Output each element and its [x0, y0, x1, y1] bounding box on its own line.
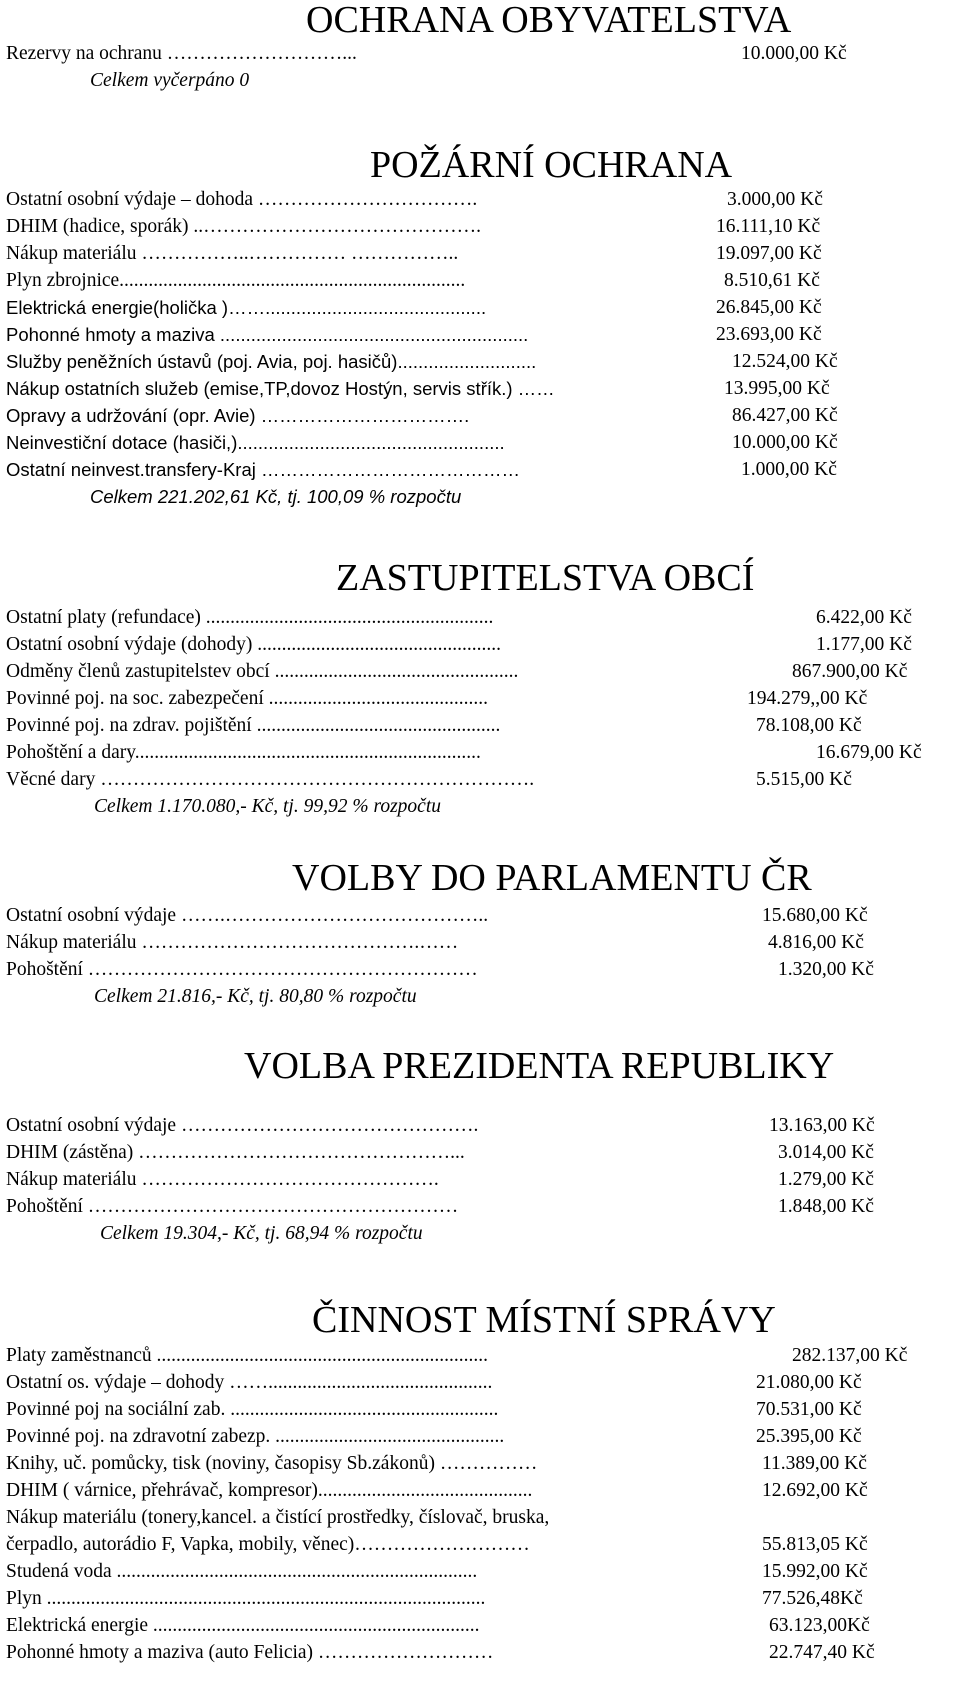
- row-amount: 15.680,00 Kč: [762, 905, 868, 926]
- row-amount: 867.900,00 Kč: [792, 661, 908, 682]
- row-amount: 77.526,48Kč: [762, 1588, 863, 1609]
- row-amount: 13.163,00 Kč: [769, 1115, 875, 1136]
- section-title-pozarni: POŽÁRNÍ OCHRANA: [370, 144, 733, 186]
- row-label: Pohonné hmoty a maziva (auto Felicia) ………………………: [6, 1642, 494, 1663]
- row-amount: 13.995,00 Kč: [724, 378, 830, 399]
- row-label: Neinvestiční dotace (hasiči,)....................................................: [6, 432, 505, 453]
- row-amount: 63.123,00Kč: [769, 1615, 870, 1636]
- row-amount: 1.848,00 Kč: [778, 1196, 874, 1217]
- row-label: čerpadlo, autorádio F, Vapka, mobily, věnec)………………………: [6, 1534, 530, 1555]
- row-amount: 10.000,00 Kč: [741, 43, 847, 64]
- row-label: Pohoštění …………………………………………………: [6, 1196, 459, 1217]
- row-label: Nákup materiálu (tonery,kancel. a čistící prostředky, číslovač, bruska,: [6, 1507, 550, 1528]
- row-label: Nákup materiálu …………………………………….……: [6, 932, 459, 953]
- row-label: Věcné dary ………………………………………………………….: [6, 769, 535, 790]
- row-label: DHIM (zástěna) …………………………………………...: [6, 1142, 465, 1163]
- row-label: Elektrická energie(holička )……...........................................: [6, 297, 487, 318]
- row-amount: 22.747,40 Kč: [769, 1642, 875, 1663]
- row-label: Elektrická energie ...................................................................: [6, 1615, 480, 1636]
- row-label: Pohonné hmoty a maziva ............................................................: [6, 324, 529, 345]
- row-label: Opravy a udržování (opr. Avie) …………………………….: [6, 405, 470, 426]
- row-label: Nákup materiálu ……………..…………… ……………..: [6, 243, 459, 264]
- row-label: Ostatní osobní výdaje ……………………………………….: [6, 1115, 479, 1136]
- row-amount: 70.531,00 Kč: [756, 1399, 862, 1420]
- section-total-volby-parlament: Celkem 21.816,- Kč, tj. 80,80 % rozpočtu: [94, 986, 417, 1007]
- row-amount: 10.000,00 Kč: [732, 432, 838, 453]
- section-total-zastupitelstva: Celkem 1.170.080,- Kč, tj. 99,92 % rozpočtu: [94, 796, 441, 817]
- row-label: Rezervy na ochranu ………………………...: [6, 43, 357, 64]
- row-label: Platy zaměstnanců ....................................................................: [6, 1345, 489, 1366]
- row-amount: 26.845,00 Kč: [716, 297, 822, 318]
- row-amount: 1.320,00 Kč: [778, 959, 874, 980]
- row-label: Nákup materiálu ……………………………………….: [6, 1169, 439, 1190]
- section-title-ochrana: OCHRANA OBYVATELSTVA: [306, 0, 792, 41]
- row-amount: 86.427,00 Kč: [732, 405, 838, 426]
- section-title-cinnost: ČINNOST MÍSTNÍ SPRÁVY: [312, 1299, 776, 1341]
- section-total-ochrana: Celkem vyčerpáno 0: [90, 70, 250, 91]
- row-label: Ostatní osobní výdaje – dohoda …………………………….: [6, 189, 478, 210]
- row-amount: 3.014,00 Kč: [778, 1142, 874, 1163]
- row-label: Pohoštění ……………………………………………………: [6, 959, 478, 980]
- row-label: Studená voda ..........................................................................: [6, 1561, 478, 1582]
- row-amount: 16.111,10 Kč: [716, 216, 821, 237]
- section-title-volba-prezidenta: VOLBA PREZIDENTA REPUBLIKY: [244, 1045, 835, 1087]
- row-amount: 16.679,00 Kč: [816, 742, 922, 763]
- row-amount: 12.524,00 Kč: [732, 351, 838, 372]
- section-title-volby-parlament: VOLBY DO PARLAMENTU ČR: [292, 857, 812, 899]
- row-label: Povinné poj na sociální zab. .......................................................: [6, 1399, 499, 1420]
- row-amount: 194.279,,00 Kč: [747, 688, 868, 709]
- row-label: Plyn ..........................................................................................: [6, 1588, 486, 1609]
- row-label: Knihy, uč. pomůcky, tisk (noviny, časopisy Sb.zákonů) ……………: [6, 1453, 538, 1474]
- row-label: Ostatní neinvest.transfery-Kraj ……………………………………: [6, 459, 520, 480]
- row-amount: 282.137,00 Kč: [792, 1345, 908, 1366]
- row-amount: 12.692,00 Kč: [762, 1480, 868, 1501]
- row-label: Ostatní osobní výdaje (dohody) ..................................................: [6, 634, 502, 655]
- row-amount: 19.097,00 Kč: [716, 243, 822, 264]
- row-label: Nákup ostatních služeb (emise,TP,dovoz Hostýn, servis střík.) ……: [6, 378, 555, 399]
- row-label: Pohoštění a dary.......................................................................: [6, 742, 481, 763]
- row-label: Ostatní os. výdaje – dohody ……..............................................: [6, 1372, 493, 1393]
- row-amount: 25.395,00 Kč: [756, 1426, 862, 1447]
- row-amount: 6.422,00 Kč: [816, 607, 912, 628]
- row-amount: 1.177,00 Kč: [816, 634, 912, 655]
- row-amount: 4.816,00 Kč: [768, 932, 864, 953]
- row-label: DHIM (hadice, sporák) ..…………………………………….: [6, 216, 481, 237]
- row-amount: 23.693,00 Kč: [716, 324, 822, 345]
- row-amount: 78.108,00 Kč: [756, 715, 862, 736]
- section-total-volba-prezidenta: Celkem 19.304,- Kč, tj. 68,94 % rozpočtu: [100, 1223, 423, 1244]
- row-label: Odměny členů zastupitelstev obcí ..................................................: [6, 661, 519, 682]
- row-amount: 21.080,00 Kč: [756, 1372, 862, 1393]
- row-label: Povinné poj. na zdravotní zabezp. ...............................................: [6, 1426, 505, 1447]
- section-total-pozarni: Celkem 221.202,61 Kč, tj. 100,09 % rozpočtu: [90, 486, 462, 507]
- row-amount: 5.515,00 Kč: [756, 769, 852, 790]
- row-label: Povinné poj. na zdrav. pojištění ..................................................: [6, 715, 501, 736]
- row-label: Povinné poj. na soc. zabezpečení .............................................: [6, 688, 488, 709]
- row-label: Ostatní osobní výdaje …….…………………………………..: [6, 905, 489, 926]
- row-amount: 1.000,00 Kč: [741, 459, 837, 480]
- row-amount: 15.992,00 Kč: [762, 1561, 868, 1582]
- row-label: Služby peněžních ústavů (poj. Avia, poj. hasičů)...........................: [6, 351, 537, 372]
- section-title-zastupitelstva: ZASTUPITELSTVA OBCÍ: [336, 557, 755, 599]
- row-label: DHIM ( várnice, přehrávač, kompresor)............................................: [6, 1480, 533, 1501]
- row-label: Plyn zbrojnice.......................................................................: [6, 270, 466, 291]
- row-amount: 55.813,05 Kč: [762, 1534, 868, 1555]
- row-amount: 11.389,00 Kč: [762, 1453, 867, 1474]
- row-label: Ostatní platy (refundace) ...........................................................: [6, 607, 494, 628]
- row-amount: 8.510,61 Kč: [724, 270, 820, 291]
- row-amount: 3.000,00 Kč: [727, 189, 823, 210]
- row-amount: 1.279,00 Kč: [778, 1169, 874, 1190]
